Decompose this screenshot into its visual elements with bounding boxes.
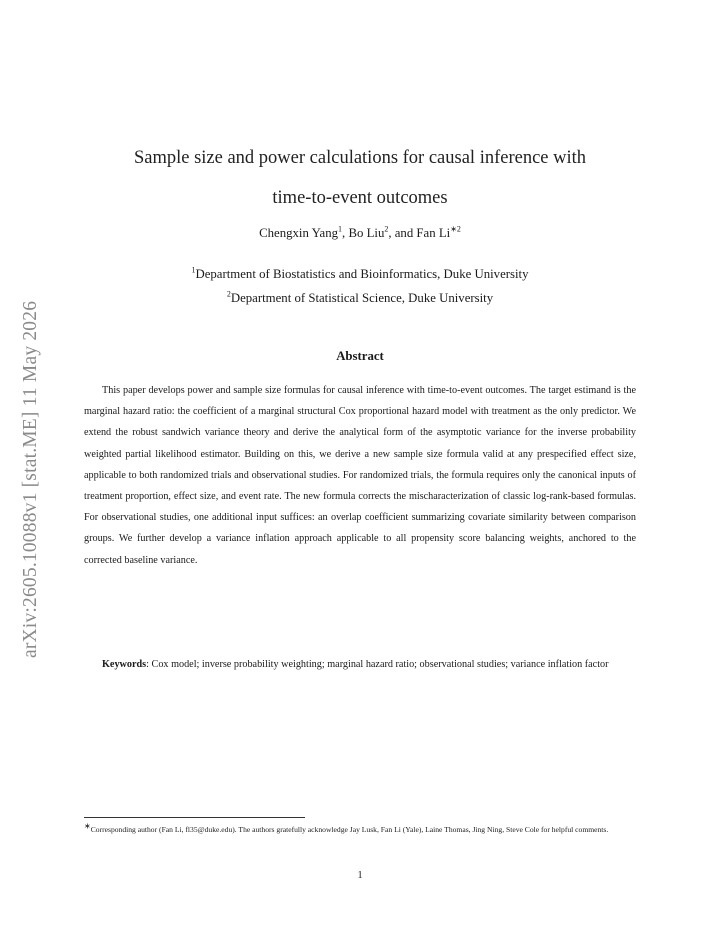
abstract-heading: Abstract [336,349,384,363]
affiliation-text: Department of Statistical Science, Duke University [230,291,494,305]
footnote-rule [84,817,305,818]
author-separator: , [342,226,349,240]
title-line-1: Sample size and power calculations for causal inference with [133,148,587,168]
affiliation-mark: 2 [226,289,231,299]
keywords-paragraph [84,654,636,675]
author-name: Bo Liu [348,226,385,240]
author-affiliation-mark: 1 [338,224,343,234]
keywords-label: Keywords [102,659,147,670]
affiliation-list [84,262,636,310]
affiliation-mark: 1 [191,265,196,275]
author-separator: , and [388,226,417,240]
author-affiliation-mark: 2 [384,224,389,234]
footnote [84,822,636,838]
paper-title [84,138,636,218]
title-line-2: time-to-event outcomes [272,188,448,208]
page-number: 1 [357,870,363,881]
abstract-body: This paper develops power and sample size formulas for causal inference with time-to-event outcomes. The target estimand is the marginal hazard ratio: the coefficient of a marginal structural Cox proportional hazard model with treatment as the only predictor. We extend the robust sandwich variance theory and derive the analytical form of the asymptotic variance for the inverse probability weighted partial likelihood estimator. Building on this, we derive a new sample size formula valid at any prespecified effect size, applicable to both randomized trials and observational studies. For randomized trials, the formula requires only the canonical inputs of treatment proportion, effect size, and event rate. The new formula corrects the mischaracterization of classic log-rank-based formulas. For observational studies, one additional input suffices: an overlap coefficient summarizing covariate similarity between comparison groups. We further develop a variance inflation approach applicable to all propensity score balancing weights, anchored to the corrected baseline variance. [84,385,636,566]
author-list [84,226,636,241]
arxiv-identifier-sidebar: arXiv:2605.10088v1 [stat.ME] 11 May 2026 [20,300,41,658]
author-name: Fan Li [416,226,451,240]
footnote-text: Corresponding author (Fan Li, fl35@duke.edu). The authors gratefully acknowledge Jay Lusk, Fan Li (Yale), Laine Thomas, Jing Ning, Steve Cole for helpful comments. [90,825,609,834]
affiliation [84,286,636,310]
affiliation [84,262,636,286]
author-name: Chengxin Yang [259,226,339,240]
footnote-mark: ∗ [84,821,91,831]
affiliation-text: Department of Biostatistics and Bioinformatics, Duke University [195,267,529,281]
author-affiliation-mark: ∗2 [450,224,461,234]
keywords-text: : Cox model; inverse probability weighting; marginal hazard ratio; observational studies; variance inflation factor [146,659,609,670]
